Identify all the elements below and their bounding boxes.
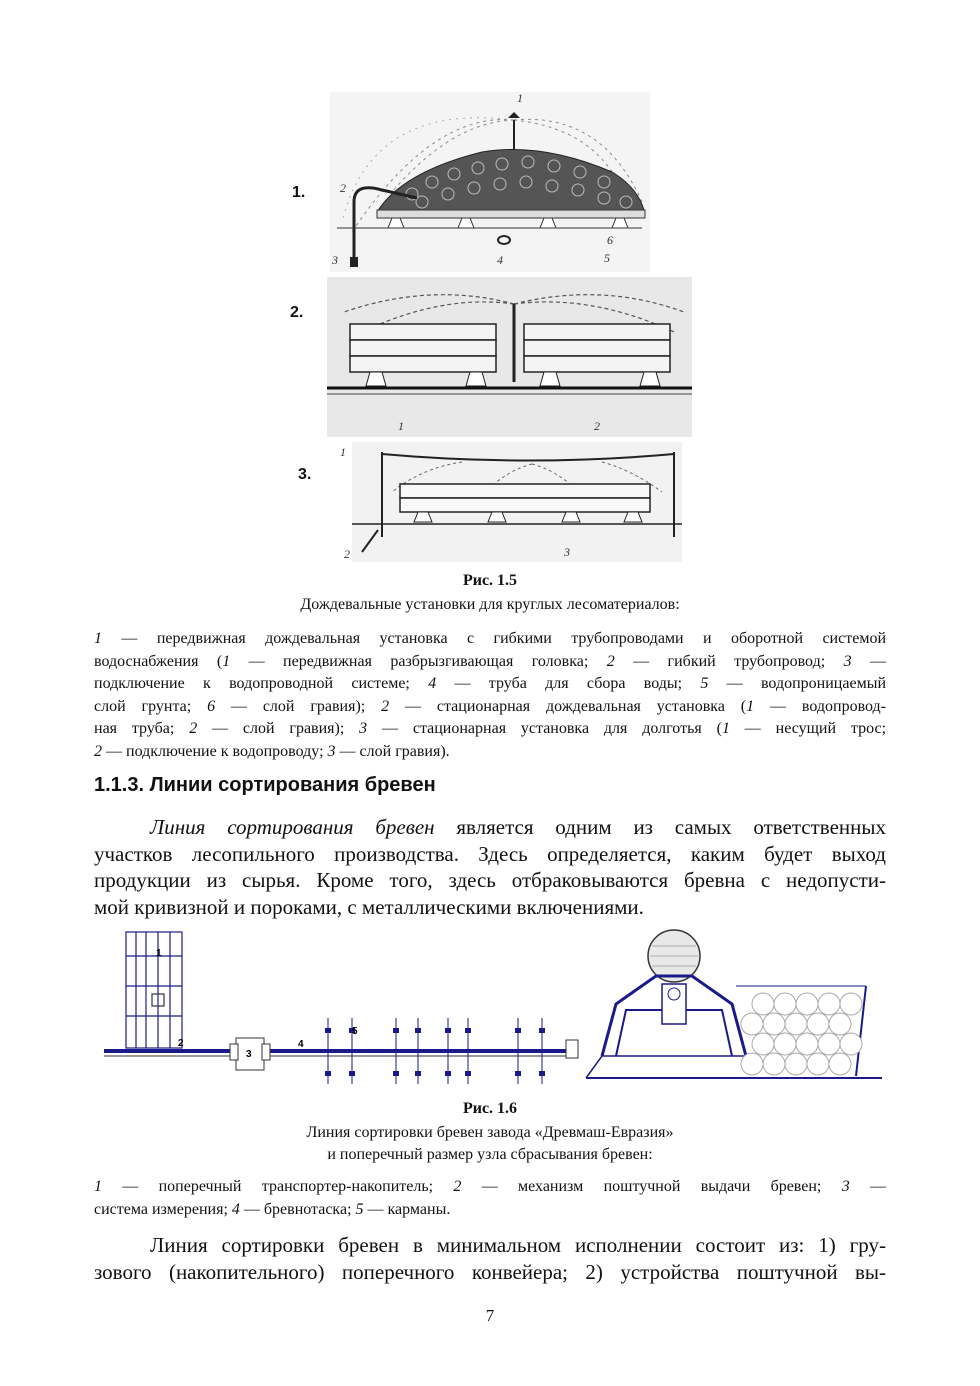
italic-text: 3 [327, 742, 336, 760]
legend-line [94, 651, 886, 674]
italic-text: 2 [453, 1178, 462, 1195]
italic-text: 3 [841, 1178, 850, 1195]
figure-row-label-1: 1. [292, 184, 306, 201]
italic-text: Линия сортирования бревен [150, 815, 435, 839]
text-run: — стационарная установка для долготья ( [367, 720, 722, 737]
page-number: 7 [485, 1306, 495, 1325]
italic-text: 1 [94, 1178, 102, 1195]
callout-2-1: 1 [398, 419, 404, 433]
text-run: ная труба; [94, 720, 190, 737]
paragraph-2 [94, 1232, 886, 1285]
fig-1-6-callout-4: 4 [298, 1039, 304, 1050]
legend-line [94, 741, 886, 764]
italic-text: 5 [355, 1200, 364, 1218]
legend-line [94, 628, 886, 651]
sorting-line-drawing [96, 926, 882, 1096]
text-run: — слой гравия); [215, 697, 382, 715]
paragraph-line [94, 814, 886, 841]
legend-line [94, 718, 886, 741]
text-run: зового (накопительного) поперечного конвейера; 2) устройства поштучной вы- [94, 1259, 886, 1284]
italic-text: 3 [359, 720, 368, 737]
text-run: — передвижная дождевальная установка с гибкими трубопроводами и оборотной системой [102, 630, 886, 647]
italic-text: 5 [700, 675, 709, 692]
callout-3-1: 1 [340, 445, 346, 459]
italic-text: 1 [94, 630, 102, 647]
italic-text: 2 [606, 652, 615, 670]
text-run: мой кривизной и пороками, с металлическими включениями. [94, 894, 644, 919]
text-run: — поперечный транспортер-накопитель; [102, 1178, 454, 1195]
text-run: продукции из сырья. Кроме того, здесь отбраковываются бревна с недопусти- [94, 868, 886, 892]
text-run: — механизм поштучной выдачи бревен; [461, 1178, 842, 1195]
italic-text: 1 [746, 697, 755, 715]
figure-1-6-title: Рис. 1.6 [462, 1100, 518, 1117]
text-run: — водопровод- [754, 697, 887, 715]
text-run: слой грунта; [94, 697, 208, 715]
text-run: система измерения; [94, 1200, 232, 1218]
italic-text: 4 [428, 675, 437, 692]
drawing-2 [327, 277, 692, 437]
italic-text: 3 [843, 652, 852, 670]
paragraph-line [94, 841, 886, 868]
fig-1-6-callout-5: 5 [352, 1026, 358, 1037]
figure-1-5 [282, 82, 702, 570]
italic-text: 1 [222, 652, 231, 670]
text-run: — карманы. [363, 1200, 451, 1218]
text-run: — слой гравия); [197, 720, 360, 737]
drawing-3 [340, 442, 682, 562]
figure-1-5-legend [94, 628, 886, 763]
text-run: — бревнотаска; [239, 1200, 356, 1218]
italic-text: 2 [189, 720, 198, 737]
figure-1-6-caption-line-1: Линия сортировки бревен завода «Древмаш-Евразия» [306, 1124, 674, 1141]
italic-text: 4 [231, 1200, 240, 1218]
callout-1-3: 3 [332, 253, 338, 267]
figure-1-6 [96, 926, 882, 1096]
paragraph-line [94, 1259, 886, 1286]
text-run: — [849, 1178, 886, 1195]
callout-3-3: 3 [564, 545, 570, 559]
text-run: является одним из самых ответственных [434, 815, 886, 839]
italic-text: 1 [721, 720, 730, 737]
legend-line [94, 1199, 886, 1222]
callout-1-6: 6 [607, 233, 613, 247]
text-run: — гибкий трубопровод; [614, 652, 844, 670]
text-run: — [851, 652, 887, 670]
figure-1-5-title: Рис. 1.5 [462, 572, 518, 589]
italic-text: 2 [94, 742, 102, 760]
figure-1-5-subtitle: Дождевальные установки для круглых лесоматериалов: [300, 596, 680, 613]
text-run: — слой гравия). [335, 742, 450, 760]
figure-1-6-caption-line-2: и поперечный размер узла сбрасывания бревен: [327, 1146, 653, 1163]
fig-1-6-callout-1: 1 [156, 948, 162, 959]
transverse-conveyor [126, 932, 182, 1048]
text-run: водоснабжения ( [94, 652, 223, 670]
callout-1-1: 1 [517, 91, 523, 105]
paragraph-line [94, 894, 886, 921]
text-run: — передвижная разбрызгивающая головка; [230, 652, 607, 670]
callout-1-4: 4 [497, 253, 503, 267]
legend-line [94, 1176, 886, 1199]
sprinkler-drawings [282, 82, 702, 570]
fig-1-6-callout-2: 2 [178, 1038, 184, 1049]
legend-line [94, 696, 886, 719]
text-run: — стационарная дождевальная установка ( [389, 697, 747, 715]
text-run: — труба для сбора воды; [436, 675, 701, 692]
italic-text: 6 [207, 697, 216, 715]
figure-1-6-legend [94, 1176, 886, 1221]
callout-1-5: 5 [604, 251, 610, 265]
text-run: — подключение к водопроводу; [102, 742, 328, 760]
callout-1-2: 2 [340, 181, 346, 195]
text-run: подключение к водопроводной системе; [94, 675, 429, 692]
paragraph-1 [94, 814, 886, 920]
drop-unit-cross-section [586, 930, 882, 1078]
fig-1-6-callout-3: 3 [246, 1049, 252, 1060]
italic-text: 2 [381, 697, 390, 715]
paragraph-line [94, 867, 886, 894]
text-run: Линия сортировки бревен в минимальном исполнении состоит из: 1) гру- [150, 1233, 886, 1257]
callout-2-2: 2 [594, 419, 600, 433]
paragraph-line [94, 1232, 886, 1259]
text-run: — водопроницаемый [708, 675, 886, 692]
legend-line [94, 673, 886, 696]
figure-row-label-2: 2. [290, 304, 304, 321]
section-heading: 1.1.3. Линии сортирования бревен [94, 774, 436, 796]
figure-row-label-3: 3. [298, 466, 312, 483]
text-run: — несущий трос; [729, 720, 887, 737]
drawing-1 [330, 91, 650, 272]
text-run: участков лесопильного производства. Здесь определяется, каким будет выход [94, 841, 886, 866]
callout-3-2: 2 [344, 547, 350, 561]
